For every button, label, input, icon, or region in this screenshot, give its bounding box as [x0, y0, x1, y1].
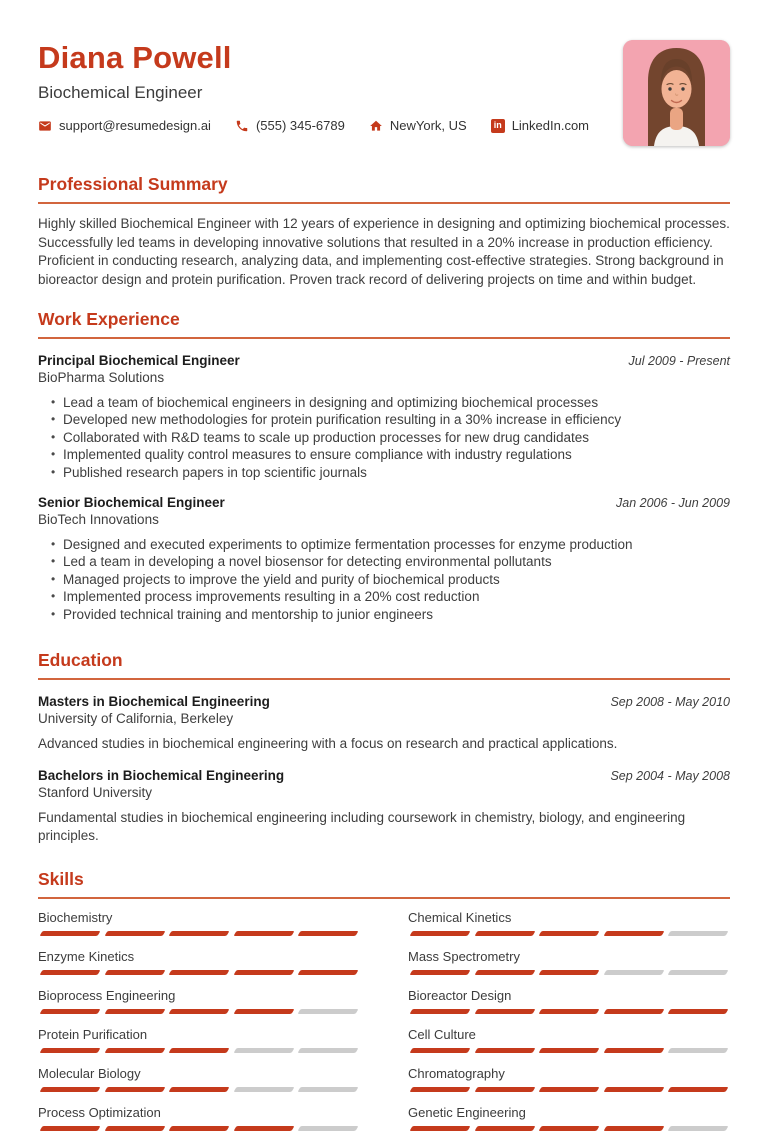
education-dates: Sep 2004 - May 2008: [610, 768, 730, 783]
skill-bar: [408, 1087, 730, 1092]
skill-bar-segment-filled: [104, 1009, 164, 1014]
contact-linkedin: [491, 118, 589, 133]
education-school: Stanford University: [38, 784, 153, 800]
skill-bar-segment-empty: [668, 1126, 728, 1131]
header: [38, 40, 730, 146]
skill-bar-segment-filled: [410, 1126, 470, 1131]
skill-bar-segment-filled: [169, 931, 229, 936]
summary-text: Highly skilled Biochemical Engineer with 12 years of experience in designing and optimizing biochemical processes. Successfully led teams in developing innovative solutions that resulted in a 20% increase in production efficiency. Proficient in conducting research, analyzing data, and implementing cost-effective strategies. Strong background in bioreactor design and protein purification. Proven track record of delivering projects on time and within budget.: [38, 216, 730, 287]
skill-bar-segment-filled: [233, 931, 293, 936]
skill-bar-segment-filled: [474, 1009, 534, 1014]
skill-bar-segment-filled: [474, 931, 534, 936]
section-divider: [38, 202, 730, 204]
skill-bar-segment-filled: [40, 970, 100, 975]
skill-bar-segment-filled: [474, 1126, 534, 1131]
skill-item: [408, 909, 730, 936]
skill-item: [408, 948, 730, 975]
skill-bar-segment-filled: [104, 970, 164, 975]
education-dates: Sep 2008 - May 2010: [610, 695, 730, 710]
skill-bar-segment-filled: [539, 1126, 599, 1131]
section-title-skills: Skills: [38, 868, 84, 889]
contact-location-text: NewYork, US: [389, 118, 467, 133]
skill-bar-segment-filled: [298, 970, 358, 975]
skill-bar-segment-empty: [603, 970, 663, 975]
profile-photo: [623, 40, 730, 146]
job-company: BioTech Innovations: [38, 512, 159, 528]
education-entry: [38, 693, 730, 754]
skill-name: Mass Spectrometry: [408, 948, 520, 964]
skill-bar-segment-empty: [298, 1126, 358, 1131]
skill-bar-segment-filled: [474, 1087, 534, 1092]
skill-name: Process Optimization: [38, 1104, 161, 1120]
education-degree: Masters in Biochemical Engineering: [38, 694, 270, 710]
skill-bar-segment-filled: [603, 1048, 663, 1053]
education-description: Advanced studies in biochemical engineering with a focus on research and practical applications.: [38, 736, 618, 752]
job-bullet: • Designed and executed experiments to optimize fermentation processes for enzyme production: [51, 536, 730, 553]
skill-bar: [408, 970, 730, 975]
skill-bar-segment-filled: [410, 931, 470, 936]
skill-bar-segment-filled: [668, 1009, 728, 1014]
skill-bar-segment-filled: [539, 1048, 599, 1053]
job-entry: [38, 352, 730, 481]
skill-bar-segment-filled: [40, 1087, 100, 1092]
skill-bar: [38, 1087, 360, 1092]
skill-bar-segment-filled: [169, 1087, 229, 1092]
skill-item: [408, 1065, 730, 1092]
skill-bar-segment-filled: [169, 970, 229, 975]
skill-bar-segment-filled: [104, 1087, 164, 1092]
skills-grid: [38, 909, 730, 1143]
education-header: [38, 693, 730, 727]
education-header: [38, 767, 730, 801]
skill-bar-segment-filled: [410, 1087, 470, 1092]
profile-photo-illustration: [623, 40, 730, 146]
skill-bar-segment-filled: [104, 1126, 164, 1131]
skill-bar-segment-filled: [298, 931, 358, 936]
skill-bar-segment-filled: [169, 1009, 229, 1014]
job-bullet: • Led a team in developing a novel biosensor for detecting environmental pollutants: [51, 553, 730, 570]
section-work-experience: [38, 308, 730, 623]
person-name: Diana Powell: [38, 40, 232, 75]
skill-bar-segment-filled: [410, 1009, 470, 1014]
skill-name: Chemical Kinetics: [408, 909, 512, 925]
skill-item: [38, 909, 360, 936]
job-role: Principal Biochemical Engineer: [38, 353, 240, 368]
skill-item: [38, 1026, 360, 1053]
job-bullet: • Lead a team of biochemical engineers in designing and optimizing biochemical processes: [51, 394, 730, 411]
skill-name: Molecular Biology: [38, 1065, 141, 1081]
skill-bar: [38, 970, 360, 975]
skill-name: Bioprocess Engineering: [38, 987, 176, 1003]
contact-row: [38, 118, 589, 133]
skill-bar-segment-empty: [298, 1009, 358, 1014]
skill-item: [38, 1065, 360, 1092]
section-title-work: Work Experience: [38, 309, 180, 329]
job-bullet: • Implemented process improvements resulting in a 20% cost reduction: [51, 588, 730, 605]
contact-email: [38, 118, 211, 133]
skill-bar-segment-filled: [169, 1048, 229, 1053]
skill-bar-segment-filled: [40, 1048, 100, 1053]
job-bullet: • Published research papers in top scientific journals: [51, 464, 730, 481]
section-divider: [38, 897, 730, 899]
contact-phone: [235, 118, 345, 133]
job-bullet: • Managed projects to improve the yield and purity of biochemical products: [51, 571, 730, 588]
skill-bar-segment-filled: [40, 931, 100, 936]
job-entry: [38, 494, 730, 623]
skill-bar-segment-empty: [668, 970, 728, 975]
email-icon: [38, 119, 52, 133]
job-header-left: [38, 494, 225, 528]
skill-bar: [38, 1048, 360, 1053]
skill-bar-segment-filled: [233, 1126, 293, 1131]
education-description: Fundamental studies in biochemical engineering including coursework in chemistry, biology, and engineering principles.: [38, 809, 686, 844]
skill-bar: [38, 1126, 360, 1131]
education-entry: [38, 767, 730, 846]
education-degree: Bachelors in Biochemical Engineering: [38, 767, 285, 783]
skill-bar-segment-filled: [233, 970, 293, 975]
section-skills: [38, 868, 730, 1143]
skill-item: [38, 948, 360, 975]
skill-name: Cell Culture: [408, 1026, 476, 1042]
phone-icon: [235, 119, 249, 133]
skill-bar-segment-filled: [104, 931, 164, 936]
job-company: BioPharma Solutions: [38, 370, 165, 385]
linkedin-icon: in: [491, 119, 505, 133]
skill-bar-segment-empty: [668, 1048, 728, 1053]
contact-phone-text: (555) 345-6789: [255, 118, 345, 133]
skill-item: [38, 1104, 360, 1131]
job-bullet: • Collaborated with R&D teams to scale up production processes for new drug candidates: [51, 429, 730, 446]
skill-bar-segment-empty: [668, 931, 728, 936]
job-header-left: [38, 352, 240, 386]
skill-bar-segment-filled: [539, 1087, 599, 1092]
contact-linkedin-text: LinkedIn.com: [511, 118, 590, 133]
skill-item: [408, 1104, 730, 1131]
section-education: [38, 649, 730, 846]
skill-item: [408, 1026, 730, 1053]
skill-bar: [408, 1009, 730, 1014]
skill-bar: [38, 931, 360, 936]
job-dates: Jan 2006 - Jun 2009: [616, 496, 730, 511]
skill-bar-segment-filled: [233, 1009, 293, 1014]
contact-location: [369, 118, 467, 133]
education-header-left: [38, 767, 284, 801]
job-role: Senior Biochemical Engineer: [38, 495, 225, 511]
skill-bar-segment-filled: [474, 1048, 534, 1053]
section-divider: [38, 678, 730, 680]
job-bullets: [38, 536, 730, 623]
skill-name: Bioreactor Design: [408, 987, 512, 1003]
job-header: [38, 352, 730, 386]
skill-bar: [408, 931, 730, 936]
job-bullet: • Implemented quality control measures to ensure compliance with industry regulations: [51, 446, 730, 463]
skill-bar-segment-empty: [233, 1048, 293, 1053]
section-title-education: Education: [38, 650, 123, 671]
education-header-left: [38, 693, 270, 727]
skill-bar: [408, 1048, 730, 1053]
skill-name: Biochemistry: [38, 909, 113, 925]
skill-name: Genetic Engineering: [408, 1104, 526, 1120]
skill-bar-segment-filled: [40, 1126, 100, 1131]
skill-bar-segment-filled: [169, 1126, 229, 1131]
skill-name: Chromatography: [408, 1065, 505, 1081]
job-header: [38, 494, 730, 528]
skill-bar-segment-filled: [603, 1126, 663, 1131]
skill-bar-segment-filled: [104, 1048, 164, 1053]
skill-bar-segment-filled: [668, 1087, 728, 1092]
contact-email-text: support@resumedesign.ai: [59, 118, 211, 133]
skill-bar-segment-filled: [603, 931, 663, 936]
skill-item: [408, 987, 730, 1014]
skill-bar: [408, 1126, 730, 1131]
job-dates: Jul 2009 - Present: [628, 354, 730, 368]
section-professional-summary: [38, 173, 730, 289]
skill-bar-segment-filled: [603, 1009, 663, 1014]
skill-bar-segment-filled: [410, 970, 470, 975]
skill-item: [38, 987, 360, 1014]
job-bullet: • Provided technical training and mentorship to junior engineers: [51, 606, 730, 623]
skill-name: Protein Purification: [38, 1026, 148, 1042]
skill-bar-segment-filled: [539, 931, 599, 936]
skill-bar: [38, 1009, 360, 1014]
skill-bar-segment-empty: [233, 1087, 293, 1092]
skill-bar-segment-filled: [410, 1048, 470, 1053]
home-icon: [369, 119, 383, 133]
section-divider: [38, 337, 730, 339]
job-bullets: [38, 394, 730, 481]
skill-bar-segment-empty: [298, 1048, 358, 1053]
section-title-summary: Professional Summary: [38, 174, 228, 194]
skill-bar-segment-filled: [474, 970, 534, 975]
header-text: [38, 40, 589, 133]
person-job-title: Biochemical Engineer: [38, 83, 203, 102]
skill-bar-segment-empty: [298, 1087, 358, 1092]
skill-bar-segment-filled: [539, 970, 599, 975]
skill-bar-segment-filled: [40, 1009, 100, 1014]
education-school: University of California, Berkeley: [38, 711, 234, 727]
skill-bar-segment-filled: [539, 1009, 599, 1014]
skill-bar-segment-filled: [603, 1087, 663, 1092]
skill-name: Enzyme Kinetics: [38, 948, 135, 964]
job-bullet: • Developed new methodologies for protein purification resulting in a 30% increase in efficiency: [51, 411, 730, 428]
